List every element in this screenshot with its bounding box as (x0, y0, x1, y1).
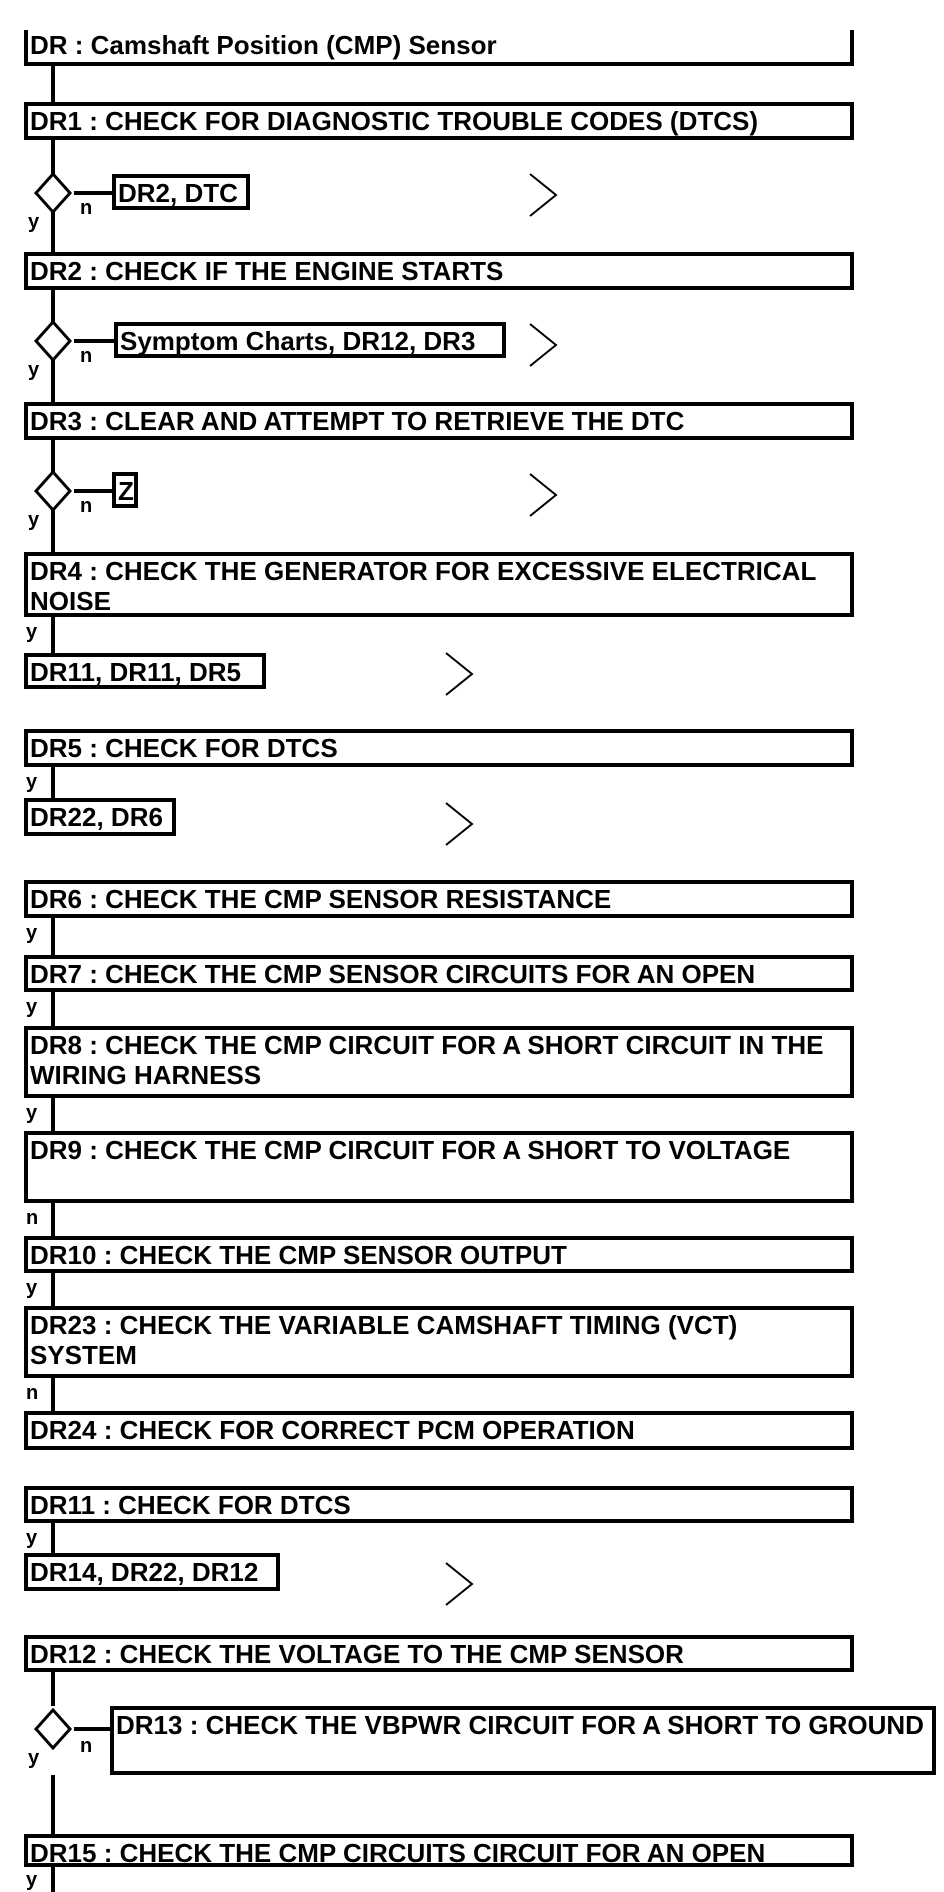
yes-label: y (28, 359, 40, 381)
decision-diamond (36, 472, 70, 510)
yes-label: y (26, 771, 38, 793)
step-dr24: DR24 : CHECK FOR CORRECT PCM OPERATION (24, 1411, 854, 1450)
step-dr10: DR10 : CHECK THE CMP SENSOR OUTPUT (24, 1236, 854, 1273)
yes-label: y (26, 1869, 38, 1891)
step-dr23: DR23 : CHECK THE VARIABLE CAMSHAFT TIMING (VCT) SYSTEM (24, 1306, 854, 1378)
continue-chevron-icon (446, 1563, 472, 1605)
decision-diamond (36, 1710, 70, 1748)
step-dr11-yes-target: DR14, DR22, DR12 (24, 1553, 280, 1591)
step-dr5-yes-target: DR22, DR6 (24, 798, 176, 836)
yes-label: y (26, 996, 38, 1018)
continue-chevron-icon (446, 653, 472, 695)
step-dr11: DR11 : CHECK FOR DTCS (24, 1486, 854, 1523)
yes-label: y (26, 1277, 38, 1299)
yes-label: y (28, 509, 40, 531)
continue-chevron-icon (446, 803, 472, 845)
yes-label: y (26, 1527, 38, 1549)
no-label: n (80, 345, 93, 367)
step-dr1: DR1 : CHECK FOR DIAGNOSTIC TROUBLE CODES (DTCS) (24, 102, 854, 140)
no-label: n (80, 495, 93, 517)
continue-chevron-icon (530, 324, 556, 366)
yes-label: y (26, 922, 38, 944)
step-dr15: DR15 : CHECK THE CMP CIRCUITS CIRCUIT FOR AN OPEN (24, 1834, 854, 1867)
step-dr2-no-target: Symptom Charts, DR12, DR3 (114, 322, 506, 358)
step-dr9: DR9 : CHECK THE CMP CIRCUIT FOR A SHORT TO VOLTAGE (24, 1131, 854, 1203)
continue-chevron-icon (530, 174, 556, 216)
step-dr12: DR12 : CHECK THE VOLTAGE TO THE CMP SENSOR (24, 1635, 854, 1672)
no-label: n (26, 1207, 39, 1229)
step-dr2: DR2 : CHECK IF THE ENGINE STARTS (24, 252, 854, 290)
step-dr6: DR6 : CHECK THE CMP SENSOR RESISTANCE (24, 880, 854, 918)
no-label: n (80, 197, 93, 219)
yes-label: y (28, 211, 40, 233)
step-dr3-no-target: Z (112, 472, 138, 508)
step-dr4: DR4 : CHECK THE GENERATOR FOR EXCESSIVE ELECTRICAL NOISE (24, 552, 854, 617)
step-dr7: DR7 : CHECK THE CMP SENSOR CIRCUITS FOR AN OPEN (24, 955, 854, 992)
step-dr3: DR3 : CLEAR AND ATTEMPT TO RETRIEVE THE DTC (24, 402, 854, 440)
step-dr13: DR13 : CHECK THE VBPWR CIRCUIT FOR A SHORT TO GROUND (110, 1706, 936, 1775)
no-label: n (80, 1735, 93, 1757)
decision-diamond (36, 322, 70, 360)
yes-label: y (26, 621, 38, 643)
step-dr1-no-target: DR2, DTC (112, 174, 250, 210)
decision-diamond (36, 174, 70, 212)
step-dr8: DR8 : CHECK THE CMP CIRCUIT FOR A SHORT CIRCUIT IN THE WIRING HARNESS (24, 1026, 854, 1098)
yes-label: y (26, 1102, 38, 1124)
no-label: n (26, 1382, 39, 1404)
step-dr5: DR5 : CHECK FOR DTCS (24, 729, 854, 767)
page-title: DR : Camshaft Position (CMP) Sensor (24, 30, 854, 66)
step-dr4-yes-target: DR11, DR11, DR5 (24, 653, 266, 689)
yes-label: y (28, 1747, 40, 1769)
continue-chevron-icon (530, 474, 556, 516)
